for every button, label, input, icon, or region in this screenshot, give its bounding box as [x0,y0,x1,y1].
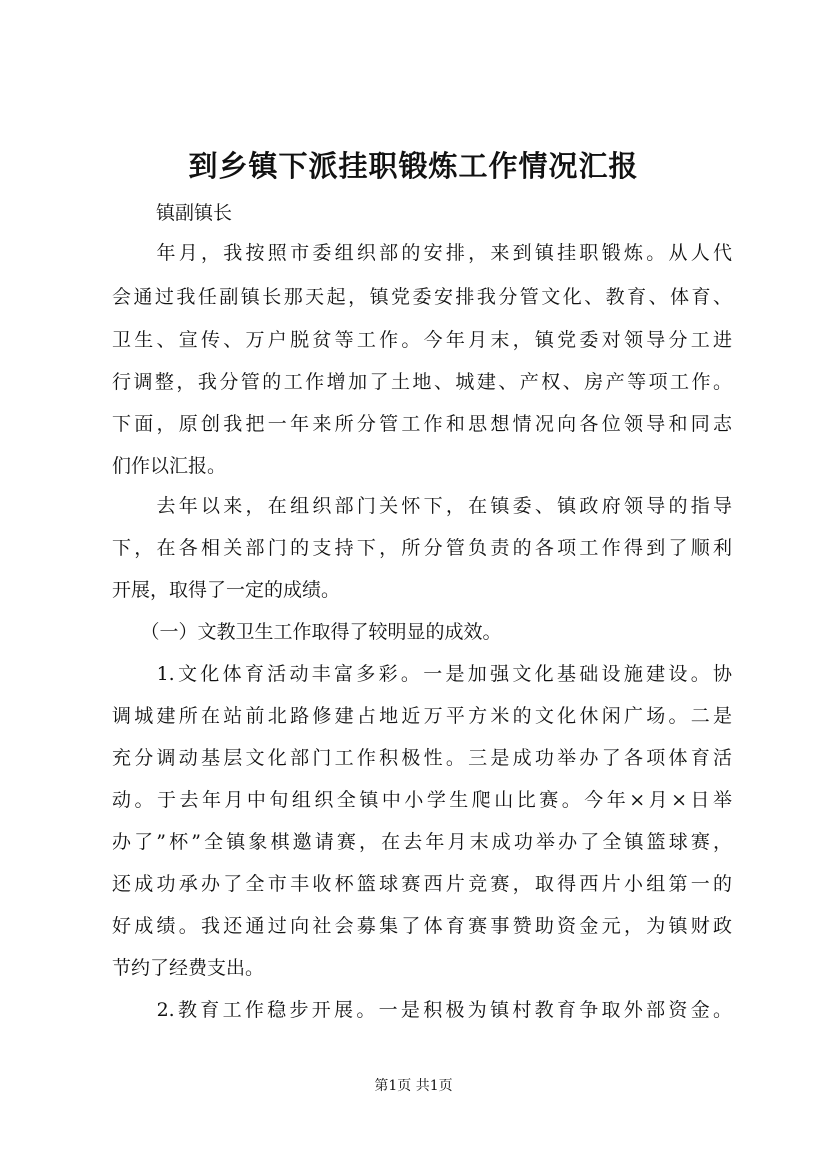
paragraph-line: 调城建所在站前北路修建占地近万平方米的文化休闲广场。二是 [112,705,732,727]
paragraph-line: 年月，我按照市委组织部的安排，来到镇挂职锻炼。从人代 [112,242,732,264]
paragraph-line: 好成绩。我还通过向社会募集了体育赛事赞助资金元，为镇财政 [112,915,732,937]
paragraph-line: 2.教育工作稳步开展。一是积极为镇村教育争取外部资金。 [112,999,732,1021]
document-title: 到乡镇下派挂职锻炼工作情况汇报 [188,149,639,183]
paragraph-line: 办了”杯”全镇象棋邀请赛，在去年月末成功举办了全镇篮球赛， [112,831,732,853]
paragraph-line: 下面，原创我把一年来所分管工作和思想情况向各位领导和同志 [112,413,732,435]
paragraph-line: 去年以来，在组织部门关怀下，在镇委、镇政府领导的指导 [112,495,732,517]
paragraph-line: 节约了经费支出。 [112,957,265,979]
paragraph-line: 下，在各相关部门的支持下，所分管负责的各项工作得到了顺利 [112,537,732,559]
paragraph-line: 行调整，我分管的工作增加了土地、城建、产权、房产等项工作。 [112,371,732,393]
paragraph-line: 们作以汇报。 [112,455,227,477]
page-number-footer: 第1页 共1页 [374,1078,453,1094]
paragraph-line: 开展，取得了一定的成绩。 [112,579,341,601]
paragraph-line: 1.文化体育活动丰富多彩。一是加强文化基础设施建设。协 [112,663,732,685]
paragraph-line: 动。于去年月中旬组织全镇中小学生爬山比赛。今年×月×日举 [112,789,732,811]
paragraph-line: 充分调动基层文化部门工作积极性。三是成功举办了各项体育活 [112,747,732,769]
paragraph-line: 还成功承办了全市丰收杯篮球赛西片竞赛，取得西片小组第一的 [112,873,732,895]
section-heading: （一）文教卫生工作取得了较明显的成效。 [112,621,502,643]
author-line: 镇副镇长 [156,202,233,224]
paragraph-line: 卫生、宣传、万户脱贫等工作。今年月末，镇党委对领导分工进 [112,329,732,351]
paragraph-line: 会通过我任副镇长那天起，镇党委安排我分管文化、教育、体育、 [112,286,732,308]
